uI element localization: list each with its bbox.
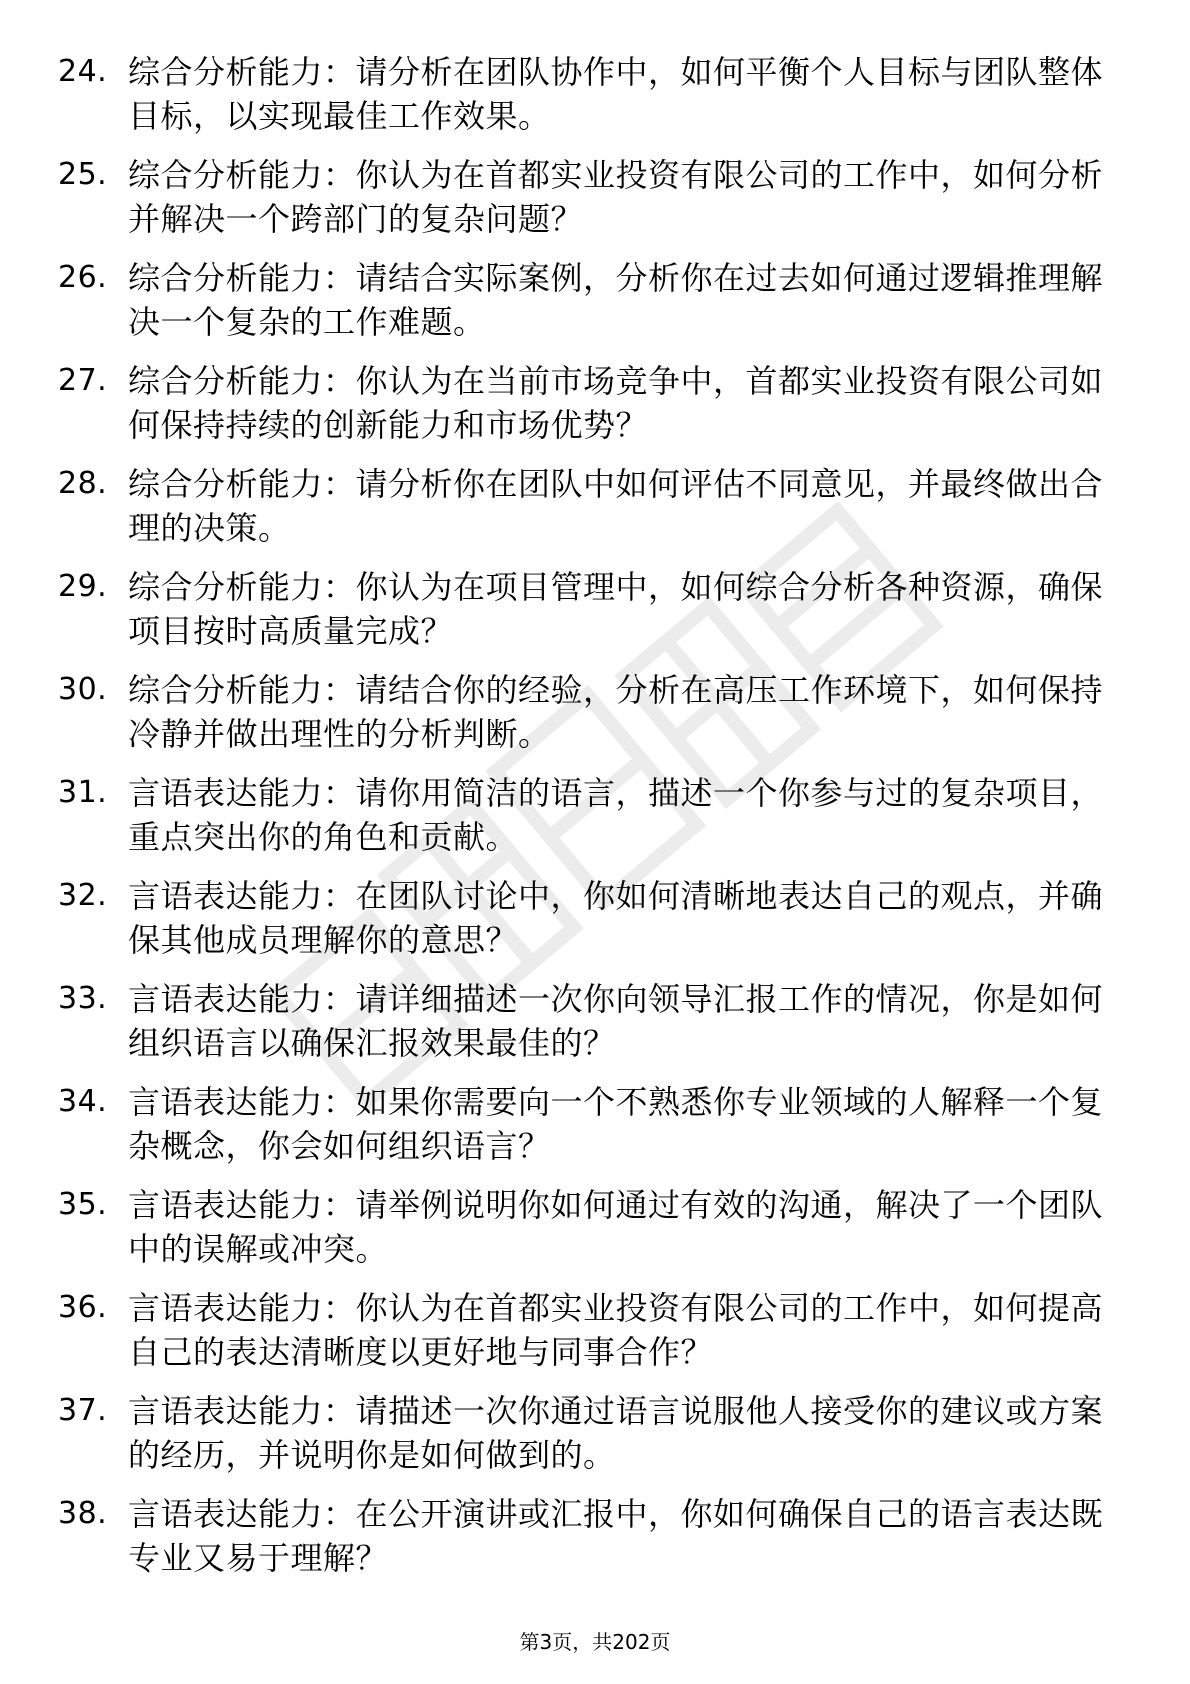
page-footer — [0, 1628, 1190, 1656]
question-item — [58, 977, 1118, 1080]
question-text: 言语表达能力：在公开演讲或汇报中，你如何确保自己的语言表达既专业又易于理解？ — [128, 1495, 1104, 1577]
question-number: 28. — [58, 466, 108, 501]
question-item — [58, 1286, 1118, 1389]
question-text: 综合分析能力：请结合实际案例，分析你在过去如何通过逻辑推理解决一个复杂的工作难题。 — [128, 259, 1104, 341]
question-text: 综合分析能力：你认为在项目管理中，如何综合分析各种资源，确保项目按时高质量完成？ — [128, 568, 1104, 650]
question-text: 综合分析能力：请分析在团队协作中，如何平衡个人目标与团队整体目标，以实现最佳工作效果。 — [128, 53, 1104, 135]
question-number: 38. — [58, 1496, 108, 1531]
question-text: 综合分析能力：请分析你在团队中如何评估不同意见，并最终做出合理的决策。 — [128, 465, 1104, 547]
question-number: 37. — [58, 1393, 108, 1428]
question-item — [58, 1080, 1118, 1183]
question-item — [58, 874, 1118, 977]
question-item — [58, 1492, 1118, 1595]
question-text: 综合分析能力：请结合你的经验，分析在高压工作环境下，如何保持冷静并做出理性的分析判断。 — [128, 671, 1104, 753]
question-list — [58, 50, 1118, 1595]
question-text: 言语表达能力：请你用简洁的语言，描述一个你参与过的复杂项目，重点突出你的角色和贡献。 — [128, 774, 1104, 856]
question-number: 26. — [58, 260, 108, 295]
question-number: 29. — [58, 569, 108, 604]
question-item — [58, 771, 1118, 874]
question-number: 32. — [58, 878, 108, 913]
question-number: 30. — [58, 672, 108, 707]
question-text: 言语表达能力：你认为在首都实业投资有限公司的工作中，如何提高自己的表达清晰度以更好地与同事合作？ — [128, 1289, 1104, 1371]
question-number: 24. — [58, 54, 108, 89]
question-text: 言语表达能力：请描述一次你通过语言说服他人接受你的建议或方案的经历，并说明你是如何做到的。 — [128, 1392, 1104, 1474]
question-text: 言语表达能力：请详细描述一次你向领导汇报工作的情况，你是如何组织语言以确保汇报效果最佳的？ — [128, 980, 1104, 1062]
question-item — [58, 1389, 1118, 1492]
question-text: 综合分析能力：你认为在首都实业投资有限公司的工作中，如何分析并解决一个跨部门的复杂问题？ — [128, 156, 1104, 238]
page-number-label: 第3页，共202页 — [519, 1630, 671, 1654]
question-text: 综合分析能力：你认为在当前市场竞争中，首都实业投资有限公司如何保持持续的创新能力和市场优势？ — [128, 362, 1104, 444]
question-item — [58, 50, 1118, 153]
question-text: 言语表达能力：请举例说明你如何通过有效的沟通，解决了一个团队中的误解或冲突。 — [128, 1186, 1104, 1268]
question-item — [58, 359, 1118, 462]
question-item — [58, 565, 1118, 668]
question-number: 33. — [58, 981, 108, 1016]
question-item — [58, 256, 1118, 359]
question-number: 34. — [58, 1084, 108, 1119]
question-number: 31. — [58, 775, 108, 810]
question-text: 言语表达能力：在团队讨论中，你如何清晰地表达自己的观点，并确保其他成员理解你的意思？ — [128, 877, 1104, 959]
question-item — [58, 668, 1118, 771]
question-number: 36. — [58, 1290, 108, 1325]
question-item — [58, 462, 1118, 565]
question-number: 27. — [58, 363, 108, 398]
question-number: 35. — [58, 1187, 108, 1222]
question-number: 25. — [58, 157, 108, 192]
question-item — [58, 1183, 1118, 1286]
question-item — [58, 153, 1118, 256]
question-text: 言语表达能力：如果你需要向一个不熟悉你专业领域的人解释一个复杂概念，你会如何组织语言？ — [128, 1083, 1104, 1165]
